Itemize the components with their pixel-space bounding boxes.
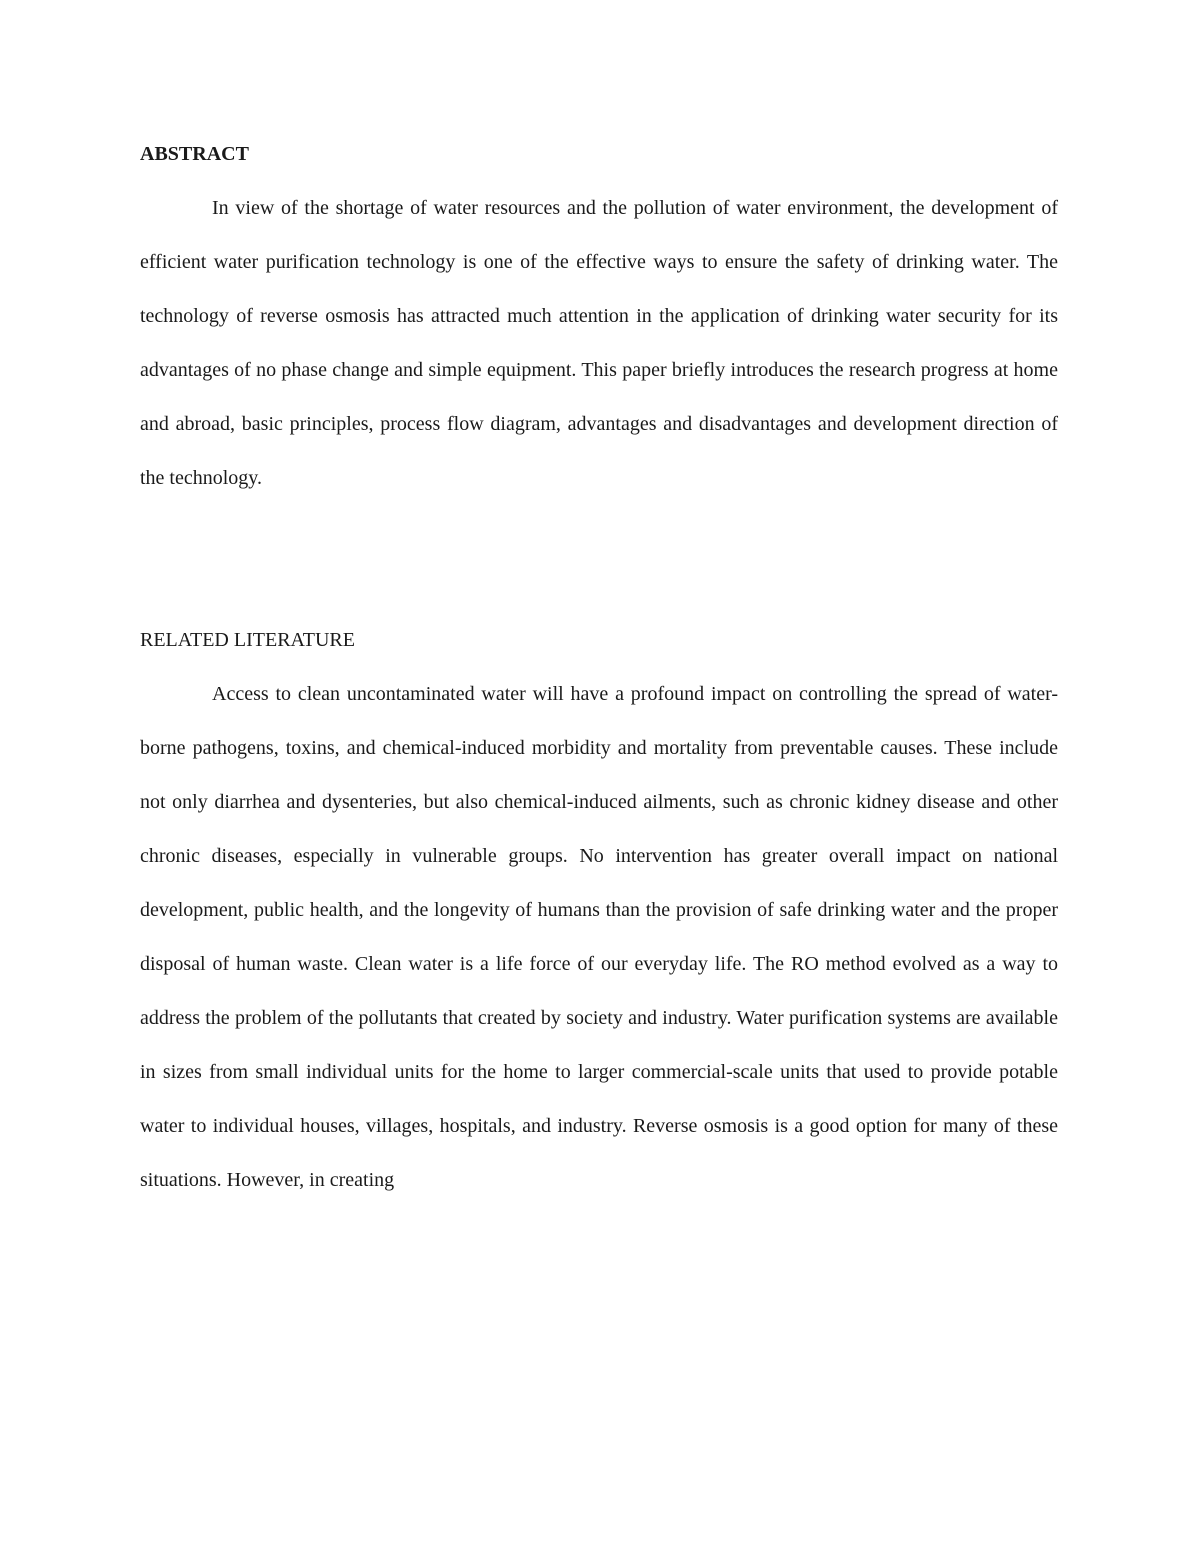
related-literature-heading: RELATED LITERATURE [140,629,355,651]
section-spacer [140,505,1058,613]
abstract-heading: ABSTRACT [140,143,249,165]
related-literature-paragraph: Access to clean uncontaminated water will have a profound impact on controlling the spread of water-borne pathogens, toxins, and chemical-induced morbidity and mortality from preventable causes. These include not only diarrhea and dysenteries, but also chemical-induced ailments, such as chronic kidney disease and other chronic diseases, especially in vulnerable groups. No intervention has greater overall impact on national development, public health, and the longevity of humans than the provision of safe drinking water and the proper disposal of human waste. Clean water is a life force of our everyday life. The RO method evolved as a way to address the problem of the pollutants that created by society and industry. Water purification systems are available in sizes from small individual units for the home to larger commercial-scale units that used to provide potable water to individual houses, villages, hospitals, and industry. Reverse osmosis is a good option for many of these situations. However, in creating [140,683,1058,1191]
document-page [140,127,1058,1207]
abstract-paragraph: In view of the shortage of water resources and the pollution of water environment, the development of efficient water purification technology is one of the effective ways to ensure the safety of drinking water. The technology of reverse osmosis has attracted much attention in the application of drinking water security for its advantages of no phase change and simple equipment. This paper briefly introduces the research progress at home and abroad, basic principles, process flow diagram, advantages and disadvantages and development direction of the technology. [140,197,1058,489]
